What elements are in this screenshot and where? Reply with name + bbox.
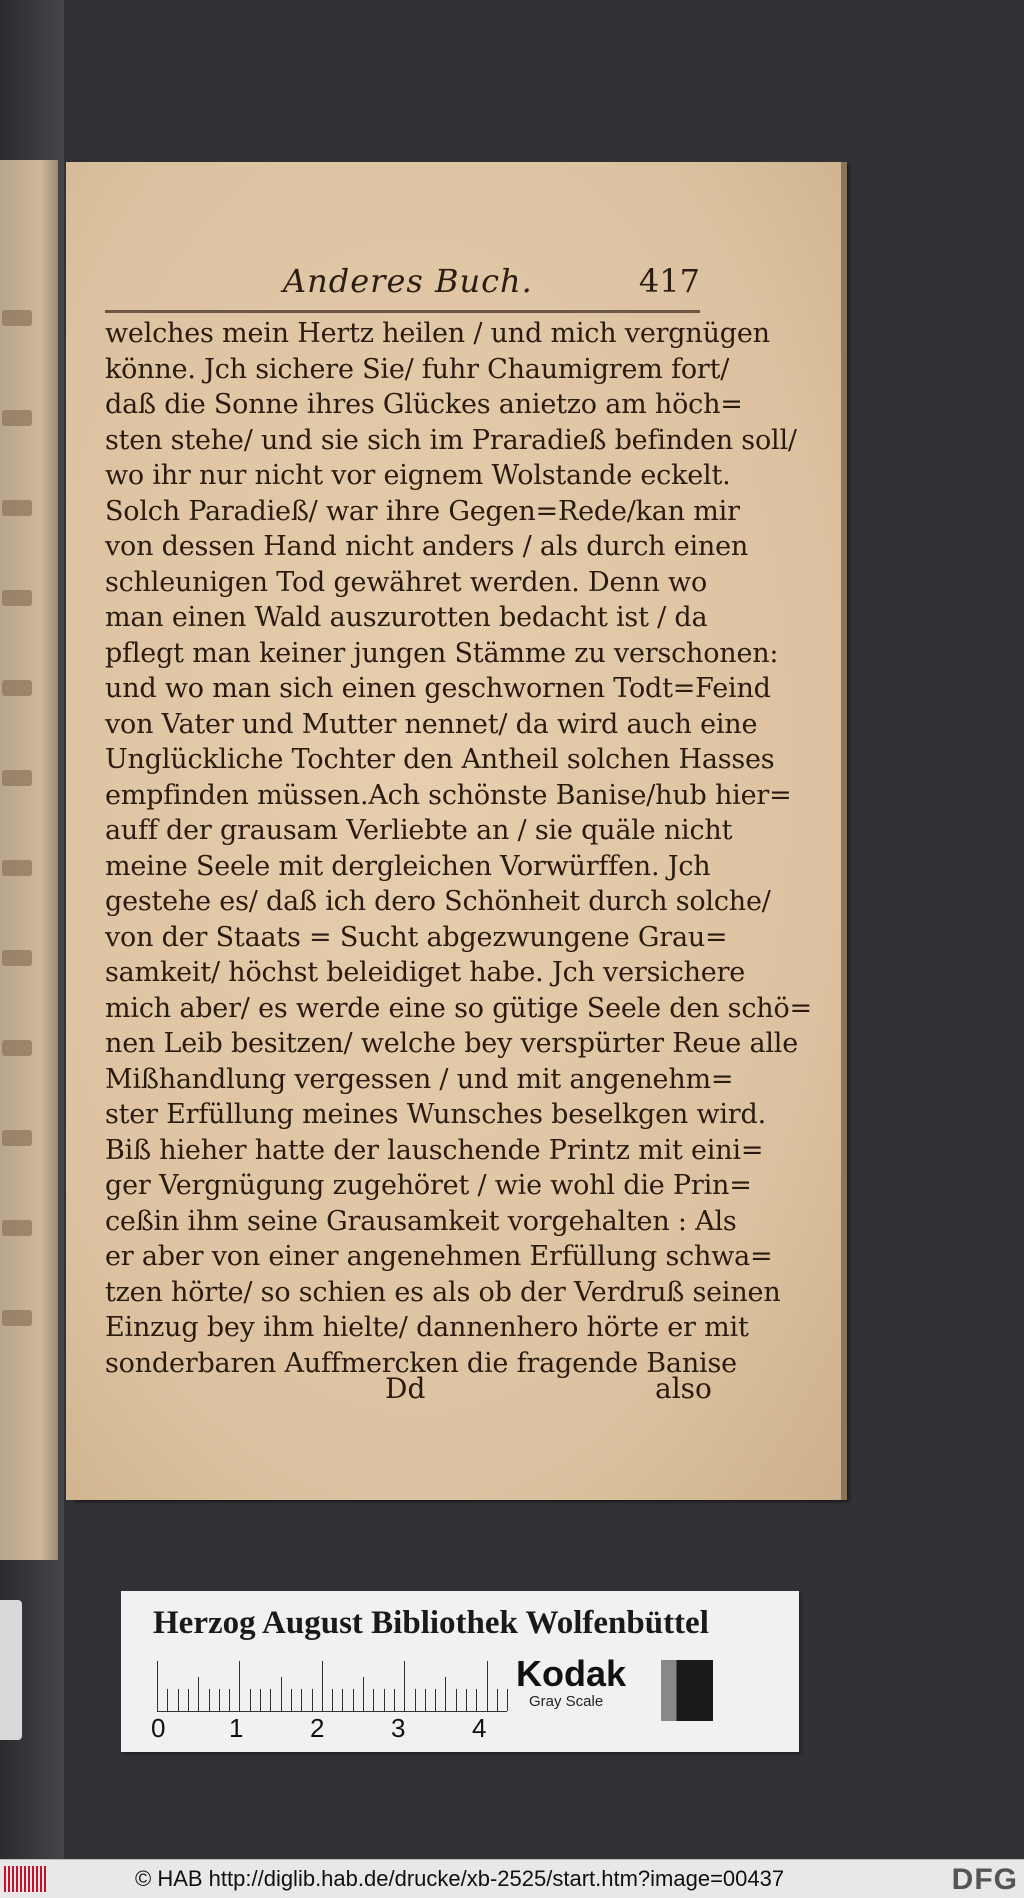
ghost-text xyxy=(2,410,32,426)
ruler-tick xyxy=(487,1661,488,1711)
ruler-tick xyxy=(415,1689,416,1711)
ruler-tick xyxy=(425,1689,426,1711)
ruler-tick xyxy=(322,1661,323,1711)
header-rule xyxy=(105,310,700,313)
text-line: sten stehe/ und sie sich im Praradieß befinden soll/ xyxy=(105,424,797,456)
ghost-text xyxy=(2,1310,32,1326)
page-header xyxy=(105,262,700,312)
ghost-text xyxy=(2,1040,32,1056)
text-line: von dessen Hand nicht anders / als durch einen xyxy=(105,531,749,562)
ruler-tick xyxy=(363,1677,364,1711)
scale-number: 3 xyxy=(391,1713,406,1743)
ruler-tick xyxy=(178,1689,179,1711)
ruler-tick xyxy=(445,1677,446,1711)
text-line: von der Staats = Sucht abgezwungene Grau= xyxy=(105,921,728,953)
facing-page-edge xyxy=(0,160,58,1560)
text-line: ster Erfüllung meines Wunsches beselkgen wird. xyxy=(105,1099,766,1130)
ruler-tick xyxy=(353,1689,354,1711)
ruler-tick xyxy=(260,1689,261,1711)
ghost-text xyxy=(2,950,32,966)
ruler-tick xyxy=(404,1661,405,1711)
facing-page-label xyxy=(0,1600,22,1740)
text-line: Unglückliche Tochter den Antheil solchen Hasses xyxy=(105,744,775,775)
ruler-tick xyxy=(167,1689,168,1711)
ruler-tick xyxy=(188,1689,189,1711)
text-line: Biß hieher hatte der lauschende Printz mit eini= xyxy=(105,1134,764,1166)
text-line: ceßin ihm seine Grausamkeit vorgehalten : Als xyxy=(105,1205,737,1237)
ghost-text xyxy=(2,770,32,786)
running-title: Anderes Buch. xyxy=(283,262,533,300)
ruler-tick xyxy=(332,1689,333,1711)
ruler-tick xyxy=(394,1689,395,1711)
source-credit[interactable]: © HAB http://diglib.hab.de/drucke/xb-2525/start.htm?image=00437 xyxy=(135,1866,785,1891)
ruler-tick xyxy=(466,1689,467,1711)
ruler-tick xyxy=(373,1689,374,1711)
ruler-tick xyxy=(198,1677,199,1711)
text-line: könne. Jch sichere Sie/ fuhr Chaumigrem fort/ xyxy=(105,353,730,385)
ruler-tick xyxy=(507,1689,508,1711)
kodak-logo: Kodak xyxy=(516,1653,627,1694)
scale-number: 4 xyxy=(472,1713,487,1743)
ghost-text xyxy=(2,500,32,516)
ruler-tick xyxy=(476,1689,477,1711)
ruler-tick xyxy=(435,1689,436,1711)
scale-ruler xyxy=(157,1659,577,1711)
ruler-tick xyxy=(281,1677,282,1711)
page-number: 417 xyxy=(638,262,700,300)
ruler-tick xyxy=(291,1689,292,1711)
text-line: pflegt man keiner jungen Stämme zu verschonen: xyxy=(105,637,779,669)
text-line: nen Leib besitzen/ welche bey verspürter Reue alle xyxy=(105,1028,799,1059)
ruler-tick xyxy=(384,1689,385,1711)
ruler-baseline xyxy=(157,1711,507,1712)
ghost-text xyxy=(2,310,32,326)
scale-number: 0 xyxy=(151,1713,166,1743)
ruler-tick xyxy=(301,1689,302,1711)
ruler-tick xyxy=(497,1689,498,1711)
text-line: sonderbaren Auffmercken die fragende Banise xyxy=(105,1347,737,1379)
text-line: er aber von einer angenehmen Erfüllung schwa= xyxy=(105,1241,773,1272)
text-line: daß die Sonne ihres Glückes anietzo am höch= xyxy=(105,389,743,420)
ruler-tick xyxy=(229,1689,230,1711)
text-line: wo ihr nur nicht vor eignem Wolstande eckelt. xyxy=(105,460,731,491)
text-line: Solch Paradieß/ war ihre Gegen=Rede/kan mir xyxy=(105,495,740,527)
text-line: Mißhandlung vergessen / und mit angenehm= xyxy=(105,1063,734,1095)
footer-bar xyxy=(0,1859,1024,1898)
gray-swatch xyxy=(661,1660,713,1721)
ruler-tick xyxy=(342,1689,343,1711)
ruler-tick xyxy=(219,1689,220,1711)
ghost-text xyxy=(2,680,32,696)
text-line: samkeit/ höchst beleidiget habe. Jch versichere xyxy=(105,957,746,988)
text-line: tzen hörte/ so schien es als ob der Verdruß seinen xyxy=(105,1276,781,1308)
scale-number: 1 xyxy=(229,1713,244,1743)
ruler-tick xyxy=(209,1689,210,1711)
ruler-tick xyxy=(239,1661,240,1711)
signature-mark: Dd xyxy=(385,1372,426,1405)
ghost-text xyxy=(2,590,32,606)
ghost-text xyxy=(2,1220,32,1236)
text-line: schleunigen Tod gewähret werden. Denn wo xyxy=(105,566,708,598)
library-name: Herzog August Bibliothek Wolfenbüttel xyxy=(153,1605,709,1641)
text-line: von Vater und Mutter nennet/ da wird auch eine xyxy=(105,708,758,740)
ruler-tick xyxy=(157,1661,158,1711)
text-line: mich aber/ es werde eine so gütige Seele den schö= xyxy=(105,992,812,1024)
text-line: meine Seele mit dergleichen Vorwürffen. Jch xyxy=(105,850,711,882)
scale-number: 2 xyxy=(310,1713,325,1743)
text-line: gestehe es/ daß ich dero Schönheit durch solche/ xyxy=(105,886,771,917)
text-line: auff der grausam Verliebte an / sie quäle nicht xyxy=(105,815,733,846)
text-line: Einzug bey ihm hielte/ dannenhero hörte er mit xyxy=(105,1312,749,1343)
ruler-tick xyxy=(312,1689,313,1711)
body-text xyxy=(105,316,812,1381)
gray-scale-label: Gray Scale xyxy=(529,1693,604,1710)
ruler-tick xyxy=(250,1689,251,1711)
barcode-icon xyxy=(4,1866,46,1892)
text-line: man einen Wald auszurotten bedacht ist / da xyxy=(105,602,708,633)
text-line: und wo man sich einen geschwornen Todt=Feind xyxy=(105,673,771,704)
color-card xyxy=(121,1591,799,1752)
text-line: ger Vergnügung zugehöret / wie wohl die Prin= xyxy=(105,1170,752,1201)
ghost-text xyxy=(2,860,32,876)
ghost-text xyxy=(2,1130,32,1146)
ruler-tick xyxy=(270,1689,271,1711)
dfg-logo: DFG xyxy=(951,1863,1018,1896)
catchword: also xyxy=(655,1372,712,1405)
text-line: welches mein Hertz heilen / und mich vergnügen xyxy=(105,318,770,349)
ruler-tick xyxy=(456,1689,457,1711)
text-line: empfinden müssen.Ach schönste Banise/hub hier= xyxy=(105,779,792,811)
